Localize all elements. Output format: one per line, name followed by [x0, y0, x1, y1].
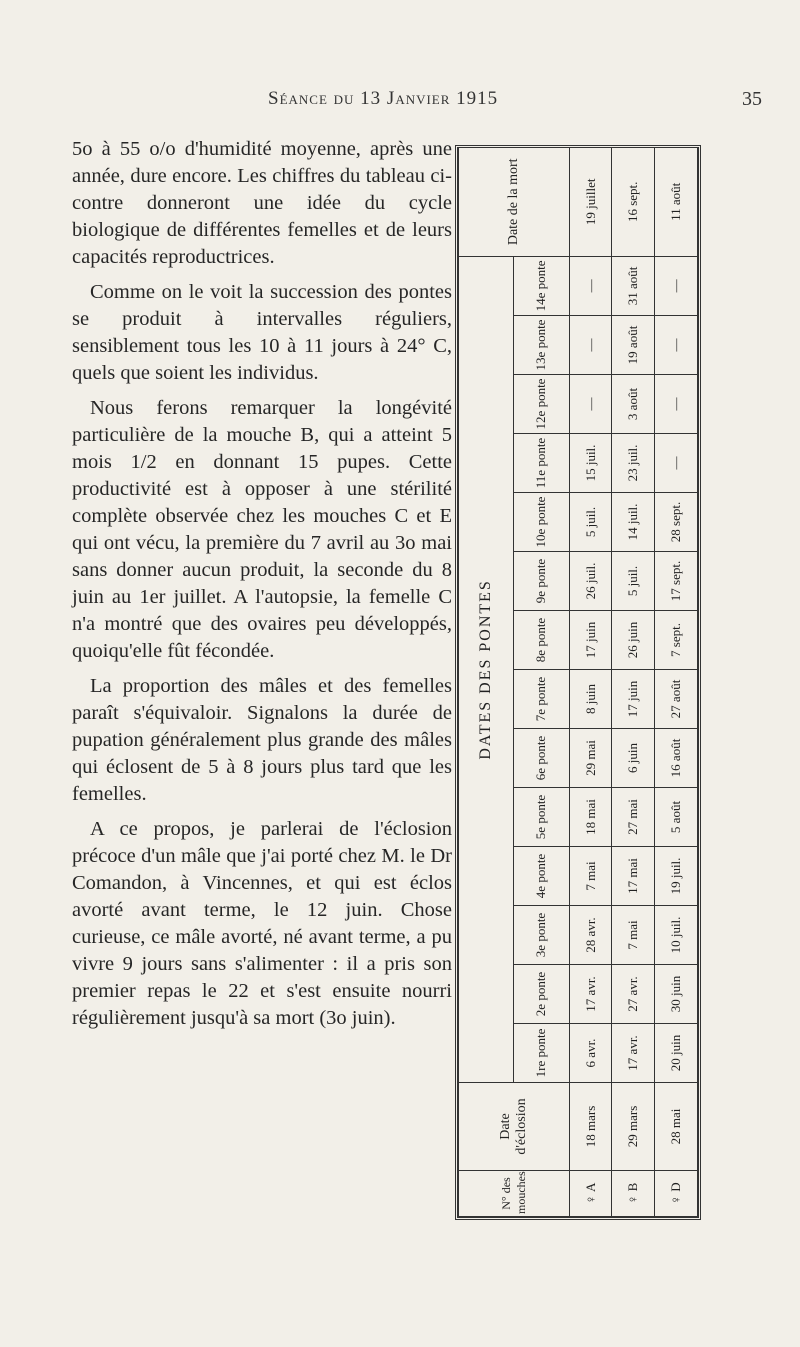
- cell-ponte: 27 août: [655, 670, 698, 729]
- header-ponte: 9e ponte: [514, 552, 569, 611]
- cell-ponte: 8 juin: [569, 670, 612, 729]
- cell-mort: 11 août: [655, 147, 698, 256]
- cell-ponte: —: [655, 375, 698, 434]
- cell-ponte: 17 juin: [612, 670, 655, 729]
- pontes-table: [458, 147, 698, 1217]
- running-head: Séance du 13 Janvier 1915: [268, 88, 499, 109]
- cell-ponte: 3 août: [612, 375, 655, 434]
- table-row: [655, 147, 698, 1216]
- page-header: [0, 88, 800, 118]
- cell-ponte: 15 juil.: [569, 434, 612, 493]
- cell-mort: 19 juillet: [569, 147, 612, 256]
- header-ponte: 3e ponte: [514, 906, 569, 965]
- cell-ponte: 14 juil.: [612, 493, 655, 552]
- cell-ponte: 18 mai: [569, 788, 612, 847]
- paragraph: A ce propos, je parlerai de l'éclosion précoce d'un mâle que j'ai porté chez M. le Dr Comandon, à Vincennes, et qui est éclos avorté avant terme, le 12 juin. Chose curieuse, ce mâle avorté, né avant terme, a pu vivre 9 jours sans s'alimenter : il a pris son premier repas le 22 et s'est ensuite nourri régulièrement jusqu'à sa mort (3o juin).: [72, 818, 452, 1029]
- paragraph: Comme on le voit la succession des pontes se produit à intervalles réguliers, sensiblement tous les 10 à 11 jours à 24° C, quels que soient les individus.: [72, 281, 452, 384]
- cell-mouche: ♀ D: [655, 1171, 698, 1217]
- cell-eclosion: 18 mars: [569, 1083, 612, 1171]
- table-row: [612, 147, 655, 1216]
- body-text: [72, 136, 452, 1040]
- cell-ponte: 26 juin: [612, 611, 655, 670]
- header-mort: Date de la mort: [459, 147, 570, 256]
- header-eclosion: Date d'éclosion: [459, 1083, 570, 1171]
- rotated-table: [458, 148, 698, 1217]
- cell-ponte: 23 juil.: [612, 434, 655, 493]
- cell-ponte: 7 mai: [569, 847, 612, 906]
- header-mouches: N° des mouches: [459, 1171, 570, 1217]
- cell-ponte: 17 avr.: [569, 965, 612, 1024]
- cell-ponte: 17 sept.: [655, 552, 698, 611]
- header-ponte: 8e ponte: [514, 611, 569, 670]
- header-ponte: 1re ponte: [514, 1024, 569, 1083]
- cell-ponte: —: [569, 256, 612, 315]
- paragraph: La proportion des mâles et des femelles paraît s'équivaloir. Signalons la durée de pupation généralement plus grande des mâles qui éclosent de 5 à 8 jours plus tard que les femelles.: [72, 675, 452, 805]
- cell-ponte: 28 avr.: [569, 906, 612, 965]
- header-ponte: 4e ponte: [514, 847, 569, 906]
- cell-ponte: —: [655, 316, 698, 375]
- cell-ponte: 27 avr.: [612, 965, 655, 1024]
- cell-ponte: 17 avr.: [612, 1024, 655, 1083]
- cell-ponte: 20 juin: [655, 1024, 698, 1083]
- cell-eclosion: 29 mars: [612, 1083, 655, 1171]
- cell-ponte: 7 sept.: [655, 611, 698, 670]
- cell-ponte: 6 avr.: [569, 1024, 612, 1083]
- cell-ponte: 7 mai: [612, 906, 655, 965]
- cell-ponte: 19 juil.: [655, 847, 698, 906]
- header-dates-pontes: DATES DES PONTES: [459, 256, 514, 1082]
- cell-ponte: 17 juin: [569, 611, 612, 670]
- cell-ponte: 6 juin: [612, 729, 655, 788]
- cell-ponte: 19 août: [612, 316, 655, 375]
- header-ponte: 11e ponte: [514, 434, 569, 493]
- header-ponte: 12e ponte: [514, 375, 569, 434]
- cell-ponte: 5 juil.: [569, 493, 612, 552]
- paragraph: Nous ferons remarquer la longévité particulière de la mouche B, qui a atteint 5 mois 1/2 en donnant 15 pupes. Cette productivité est à opposer à une stérilité complète observée chez les mouches C et E qui ont vécu, la première du 7 avril au 3o mai sans donner aucun produit, la seconde du 8 juin au 1er juillet. A l'autopsie, la femelle C n'a montré que des ovaires peu développés, quoiqu'elle fût fécondée.: [72, 397, 452, 662]
- header-ponte: 5e ponte: [514, 788, 569, 847]
- cell-ponte: 17 mai: [612, 847, 655, 906]
- cell-mouche: ♀ B: [612, 1171, 655, 1217]
- rotated-table-frame: [455, 145, 701, 1220]
- cell-ponte: 26 juil.: [569, 552, 612, 611]
- cell-ponte: 10 juil.: [655, 906, 698, 965]
- cell-ponte: 27 mai: [612, 788, 655, 847]
- cell-ponte: 29 mai: [569, 729, 612, 788]
- cell-eclosion: 28 mai: [655, 1083, 698, 1171]
- table-row: [569, 147, 612, 1216]
- cell-mort: 16 sept.: [612, 147, 655, 256]
- header-ponte: 10e ponte: [514, 493, 569, 552]
- cell-ponte: —: [569, 316, 612, 375]
- cell-ponte: —: [569, 375, 612, 434]
- header-ponte: 13e ponte: [514, 316, 569, 375]
- cell-ponte: —: [655, 256, 698, 315]
- header-ponte: 2e ponte: [514, 965, 569, 1024]
- cell-ponte: 5 août: [655, 788, 698, 847]
- header-ponte: 14e ponte: [514, 256, 569, 315]
- cell-ponte: 31 août: [612, 256, 655, 315]
- header-ponte: 7e ponte: [514, 670, 569, 729]
- cell-ponte: 5 juil.: [612, 552, 655, 611]
- header-ponte: 6e ponte: [514, 729, 569, 788]
- cell-ponte: 16 août: [655, 729, 698, 788]
- cell-ponte: 30 juin: [655, 965, 698, 1024]
- paragraph: 5o à 55 o/o d'humidité moyenne, après une année, dure encore. Les chiffres du tableau ci-contre donneront une idée du cycle biologique de différentes femelles et de leurs capacités reproductrices.: [72, 138, 452, 268]
- page-number: 35: [742, 88, 762, 110]
- cell-mouche: ♀ A: [569, 1171, 612, 1217]
- cell-ponte: 28 sept.: [655, 493, 698, 552]
- cell-ponte: —: [655, 434, 698, 493]
